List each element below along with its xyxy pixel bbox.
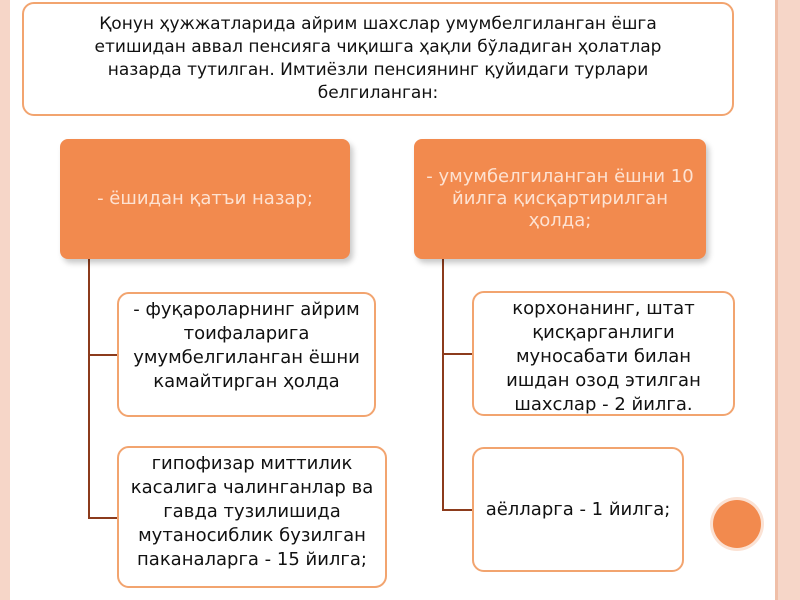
right-item-1-text: корхонанинг, штат қисқарганлиги муносабати билан ишдан озод этилган шахслар - 2 йилга.	[506, 298, 701, 415]
right-item-1-box	[472, 291, 735, 416]
left-item-1-box	[117, 292, 376, 417]
right-heading-text: - умумбелгиланган ёшни 10 йилга қисқартирилган ҳолда;	[426, 166, 694, 231]
right-connector-branch-1	[442, 353, 472, 355]
left-heading-box	[60, 139, 350, 259]
left-connector-branch-2	[88, 517, 117, 519]
left-connector-vertical	[88, 259, 90, 519]
right-connector-branch-2	[442, 509, 472, 511]
left-item-2-box	[117, 446, 387, 588]
left-heading-text: - ёшидан қатъи назар;	[97, 188, 313, 209]
right-heading-box	[414, 139, 706, 259]
left-item-1-text: - фуқароларнинг айрим тоифаларига умумбелгиланган ёшни камайтирган ҳолда	[133, 299, 360, 392]
right-connector-vertical	[442, 259, 444, 511]
intro-box	[22, 2, 734, 116]
left-item-2-text: гипофизар миттилик касалига чалинганлар ва гавда тузилишида мутаносиблик бузилган паканаларга - 15 йилга;	[130, 453, 374, 570]
decorative-circle	[713, 500, 761, 548]
right-item-2-text: аёлларга - 1 йилга;	[485, 498, 671, 520]
intro-text: Қонун ҳужжатларида айрим шахслар умумбелгиланган ёшга етишидан аввал пенсияга чиқишга ҳақли бўладиган ҳолатлар назарда тутилган. Имтиёзли пенсиянинг қуйидаги турлари белгиланган:	[94, 14, 662, 103]
right-item-2-box	[472, 447, 684, 572]
right-edge-band	[778, 0, 800, 600]
left-edge-band	[0, 0, 10, 600]
left-connector-branch-1	[88, 354, 117, 356]
